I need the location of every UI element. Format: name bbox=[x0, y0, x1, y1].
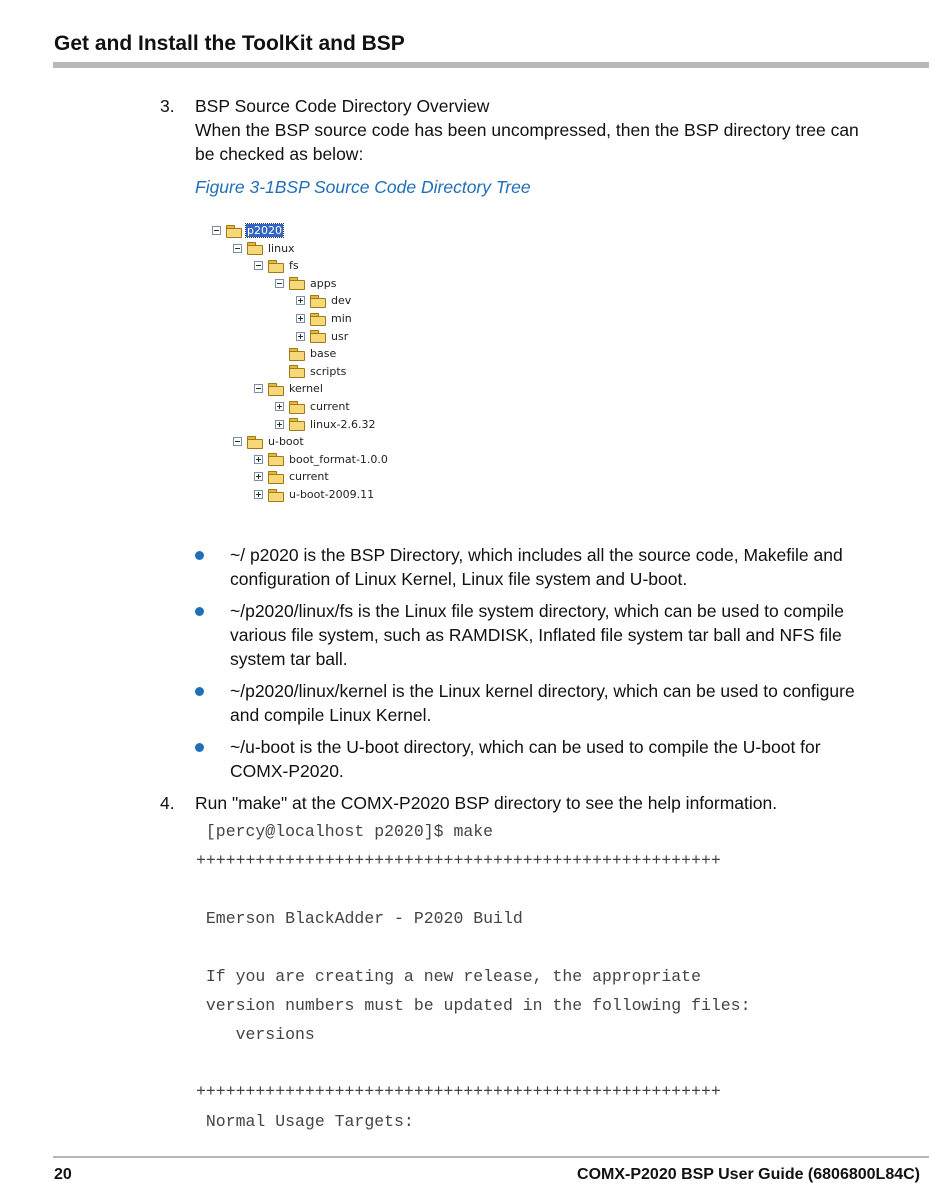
page-header-title: Get and Install the ToolKit and BSP bbox=[54, 32, 405, 55]
bullet-icon bbox=[195, 687, 204, 696]
tree-node[interactable] bbox=[275, 275, 337, 292]
bullet-icon bbox=[195, 743, 204, 752]
bullet-4-line-1: ~/u-boot is the U-boot directory, which can be used to compile the U-boot for bbox=[230, 737, 821, 757]
page-number: 20 bbox=[54, 1166, 72, 1183]
tree-node[interactable] bbox=[254, 468, 330, 485]
tree-node-label[interactable]: p2020 bbox=[247, 224, 282, 237]
expand-icon[interactable] bbox=[275, 402, 284, 411]
tree-node[interactable] bbox=[254, 486, 375, 503]
expand-icon[interactable] bbox=[296, 314, 305, 323]
tree-node-label[interactable]: current bbox=[310, 400, 350, 413]
folder-icon bbox=[247, 242, 263, 254]
code-line: Normal Usage Targets: bbox=[196, 1112, 414, 1131]
folder-icon bbox=[289, 277, 305, 289]
header-rule bbox=[53, 62, 929, 68]
code-line: versions bbox=[196, 1025, 315, 1044]
footer-rule bbox=[53, 1156, 929, 1158]
tree-node[interactable] bbox=[275, 398, 351, 415]
tree-node-label[interactable]: scripts bbox=[310, 364, 347, 378]
folder-icon bbox=[247, 436, 263, 448]
tree-node[interactable] bbox=[254, 451, 389, 468]
expand-icon[interactable] bbox=[296, 332, 305, 341]
folder-icon bbox=[268, 471, 284, 483]
collapse-icon[interactable] bbox=[254, 384, 263, 393]
bullet-1-line-1: ~/ p2020 is the BSP Directory, which includes all the source code, Makefile and bbox=[230, 545, 843, 565]
tree-node[interactable] bbox=[289, 363, 347, 380]
folder-icon bbox=[226, 225, 242, 237]
collapse-icon[interactable] bbox=[233, 244, 242, 253]
figure-caption: Figure 3-1BSP Source Code Directory Tree bbox=[195, 177, 531, 197]
collapse-icon[interactable] bbox=[254, 261, 263, 270]
tree-node-label[interactable]: kernel bbox=[289, 382, 323, 396]
bullet-1-line-2: configuration of Linux Kernel, Linux file system and U-boot. bbox=[230, 569, 688, 589]
expand-icon[interactable] bbox=[275, 420, 284, 429]
folder-icon bbox=[289, 365, 305, 377]
tree-node-label[interactable]: fs bbox=[289, 259, 299, 273]
tree-node-label[interactable]: dev bbox=[331, 294, 352, 308]
folder-icon bbox=[268, 453, 284, 465]
tree-node-label[interactable]: apps bbox=[310, 276, 337, 290]
bullet-icon bbox=[195, 607, 204, 616]
collapse-icon[interactable] bbox=[233, 437, 242, 446]
bullet-3-line-1: ~/p2020/linux/kernel is the Linux kernel directory, which can be used to configure bbox=[230, 681, 855, 701]
tree-node[interactable] bbox=[275, 416, 377, 433]
step-3-heading: BSP Source Code Directory Overview bbox=[195, 96, 490, 116]
code-line: Emerson BlackAdder - P2020 Build bbox=[196, 909, 523, 928]
folder-icon bbox=[310, 313, 326, 325]
tree-node-label[interactable]: min bbox=[331, 312, 352, 325]
tree-node[interactable] bbox=[296, 292, 352, 309]
bullet-4-line-2: COMX-P2020. bbox=[230, 761, 344, 781]
collapse-icon[interactable] bbox=[212, 226, 221, 235]
expand-icon[interactable] bbox=[254, 490, 263, 499]
folder-icon bbox=[310, 330, 326, 342]
tree-node-label[interactable]: linux bbox=[268, 241, 295, 255]
directory-tree-figure bbox=[212, 222, 432, 512]
tree-node-label[interactable]: current bbox=[289, 470, 329, 484]
bullet-icon bbox=[195, 551, 204, 560]
bullet-3-line-2: and compile Linux Kernel. bbox=[230, 705, 432, 725]
collapse-icon[interactable] bbox=[275, 279, 284, 288]
folder-icon bbox=[310, 295, 326, 307]
tree-node-label[interactable]: u-boot-2009.11 bbox=[289, 488, 375, 501]
folder-icon bbox=[268, 383, 284, 395]
bullet-2-line-1: ~/p2020/linux/fs is the Linux file system directory, which can be used to compile bbox=[230, 601, 844, 621]
tree-node[interactable] bbox=[296, 310, 353, 327]
bullet-2-line-2: various file system, such as RAMDISK, Inflated file system tar ball and NFS file bbox=[230, 625, 842, 645]
folder-icon bbox=[268, 489, 284, 501]
folder-icon bbox=[289, 348, 305, 360]
folder-icon bbox=[289, 401, 305, 413]
code-line: If you are creating a new release, the appropriate bbox=[196, 967, 701, 986]
tree-node[interactable] bbox=[254, 257, 300, 274]
tree-node[interactable] bbox=[254, 380, 324, 397]
tree-node-label[interactable]: linux-2.6.32 bbox=[310, 417, 376, 431]
step-3-body-line-1: When the BSP source code has been uncompressed, then the BSP directory tree can bbox=[195, 120, 859, 140]
step-4-text: Run "make" at the COMX-P2020 BSP directory to see the help information. bbox=[195, 793, 778, 813]
expand-icon[interactable] bbox=[254, 472, 263, 481]
expand-icon[interactable] bbox=[296, 296, 305, 305]
step-3-body-line-2: be checked as below: bbox=[195, 144, 364, 164]
tree-node-label[interactable]: u-boot bbox=[268, 435, 304, 449]
bullet-2-line-3: system tar ball. bbox=[230, 649, 348, 669]
tree-node[interactable] bbox=[289, 345, 337, 362]
tree-node[interactable] bbox=[212, 222, 283, 239]
tree-node[interactable] bbox=[233, 433, 305, 450]
code-line: [percy@localhost p2020]$ make bbox=[196, 822, 494, 841]
folder-icon bbox=[289, 418, 305, 430]
tree-node-label[interactable]: usr bbox=[331, 329, 349, 343]
tree-node[interactable] bbox=[233, 240, 296, 257]
step-3-number: 3. bbox=[160, 96, 175, 116]
tree-node-label[interactable]: base bbox=[310, 347, 337, 361]
tree-node[interactable] bbox=[296, 328, 349, 345]
expand-icon[interactable] bbox=[254, 455, 263, 464]
folder-icon bbox=[268, 260, 284, 272]
tree-node-label[interactable]: boot_format-1.0.0 bbox=[289, 452, 388, 466]
code-line: version numbers must be updated in the following files: bbox=[196, 996, 751, 1015]
step-4-number: 4. bbox=[160, 793, 175, 813]
document-title: COMX-P2020 BSP User Guide (6806800L84C) bbox=[577, 1166, 920, 1183]
code-line: +++++++++++++++++++++++++++++++++++++++++++++++++++++ bbox=[196, 1082, 721, 1101]
code-line: +++++++++++++++++++++++++++++++++++++++++++++++++++++ bbox=[196, 851, 721, 870]
